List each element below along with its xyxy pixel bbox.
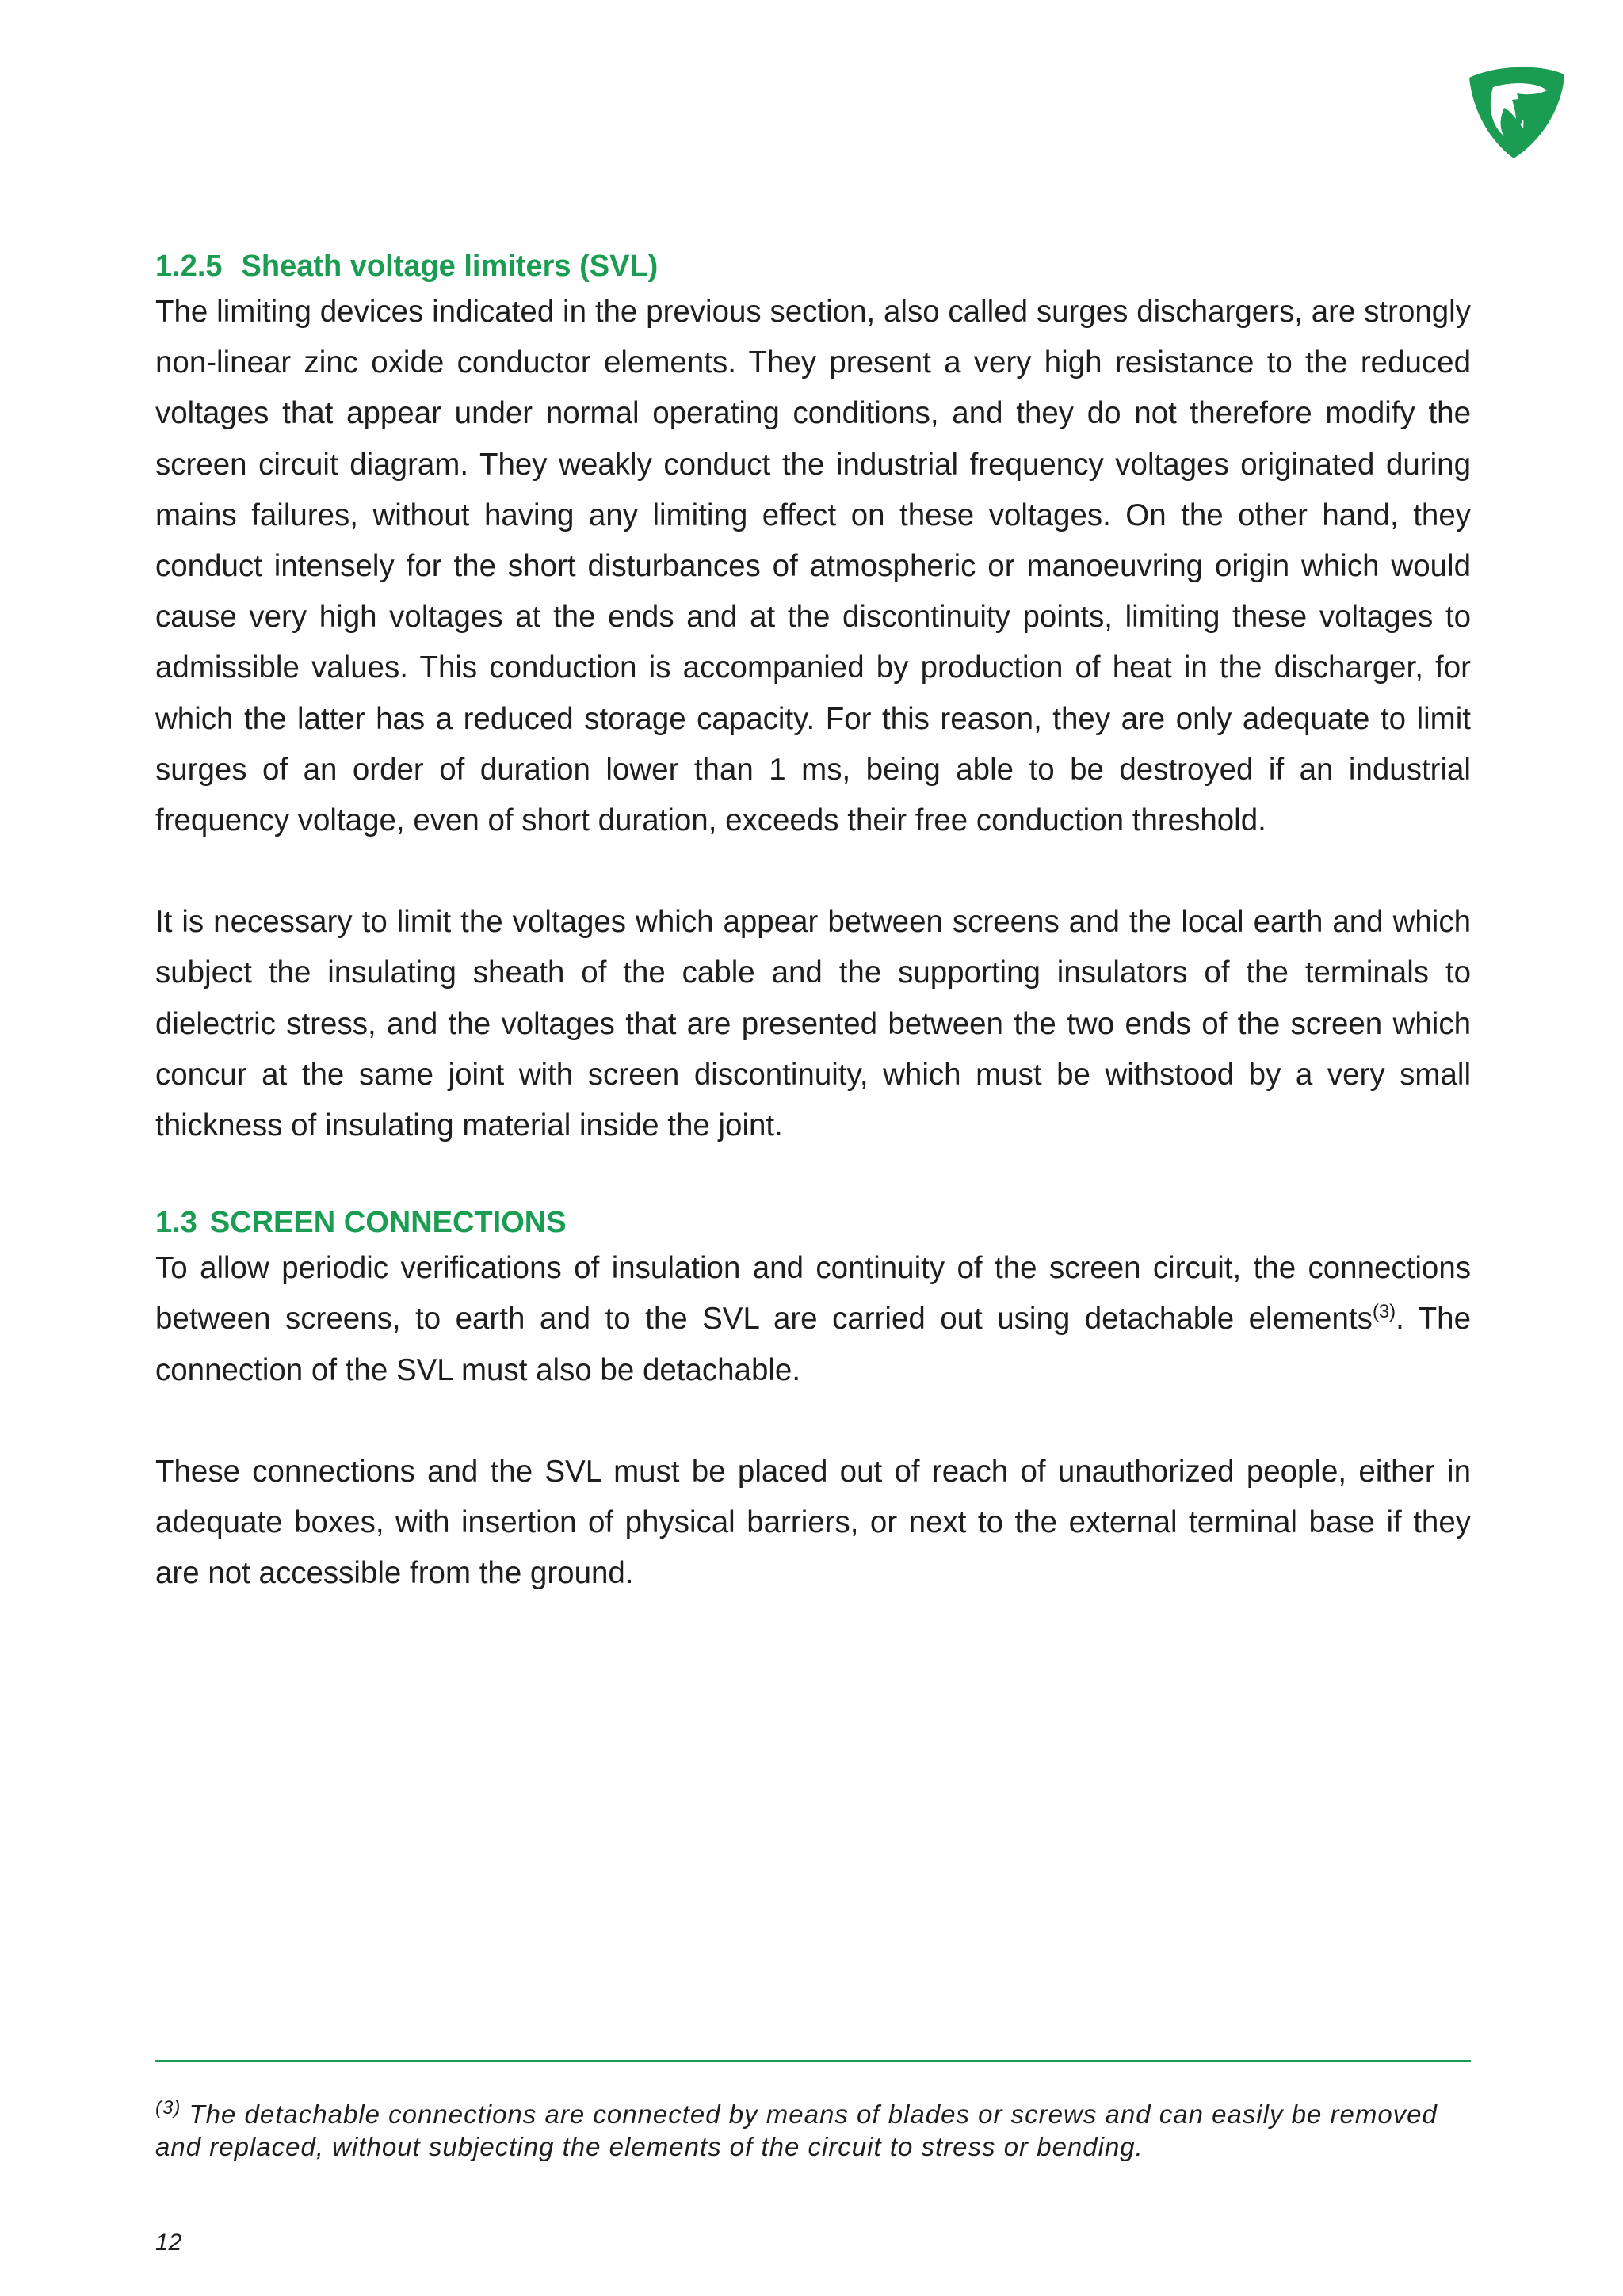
- footnote-reference[interactable]: (3): [1372, 1301, 1396, 1323]
- section-number: 1.2.5: [155, 250, 223, 283]
- section-number: 1.3: [155, 1206, 197, 1240]
- triangular-swirl-logo-icon: [1465, 60, 1568, 162]
- section-title: SCREEN CONNECTIONS: [209, 1206, 567, 1240]
- svl-paragraph-1: The limiting devices indicated in the previous section, also called surges dischargers, are strongly non-linear zinc oxide conductor elements. They present a very high resistance to the reduced voltages that appear under normal operating conditions, and they do not therefore modify the screen circuit diagram. They weakly conduct the industrial frequency voltages originated during mains failures, without having any limiting effect on these voltages. On the other hand, they conduct intensely for the short disturbances of atmospheric or manoeuvring origin which would cause very high voltages at the ends and at the discontinuity points, limiting these voltages to admissible values. This conduction is accompanied by production of heat in the discharger, for which the latter has a reduced storage capacity. For this reason, they are only adequate to limit surges of an order of duration lower than 1 ms, being able to be destroyed if an industrial frequency voltage, even of short duration, exceeds their free conduction threshold.: [155, 295, 1471, 838]
- section-title: Sheath voltage limiters (SVL): [241, 250, 659, 283]
- footnote-marker: (3): [155, 2097, 181, 2119]
- paragraph-spacer: [155, 1151, 1471, 1202]
- svl-paragraph-2: It is necessary to limit the voltages which appear between screens and the local earth and which subject the insulating sheath of the cable and the supporting insulators of the terminals to dielectric stress, and the voltages that are presented between the two ends of the screen which concur at the same joint with screen discontinuity, which must be withstood by a very small thickness of insulating material inside the joint.: [155, 905, 1471, 1143]
- screen-connections-paragraph-2: These connections and the SVL must be placed out of reach of unauthorized people, either in adequate boxes, with insertion of physical barriers, or next to the external terminal base if they are not accessible from the ground.: [155, 1454, 1471, 1591]
- main-content: [155, 246, 1471, 1599]
- section-heading-1-2-5: [155, 246, 1471, 287]
- footnote-divider: [155, 2060, 1471, 2062]
- paragraph-text: . The connection of the SVL must also be detachable.: [155, 1302, 1471, 1387]
- paragraph-text: To allow periodic verifications of insulation and continuity of the screen circuit, the connections between screens, to earth and to the SVL are carried out using detachable elements: [155, 1251, 1471, 1337]
- paragraph-spacer: [155, 846, 1471, 897]
- screen-connections-paragraph-1: [155, 1243, 1471, 1396]
- section-heading-1-3: [155, 1202, 1471, 1243]
- footnote-text: The detachable connections are connected by means of blades or screws and can easily be removed and replaced, without subjecting the elements of the circuit to stress or bending.: [155, 2100, 1438, 2161]
- page-number: 12: [155, 2229, 182, 2256]
- paragraph-spacer: [155, 1396, 1471, 1447]
- footnote: [155, 2098, 1471, 2163]
